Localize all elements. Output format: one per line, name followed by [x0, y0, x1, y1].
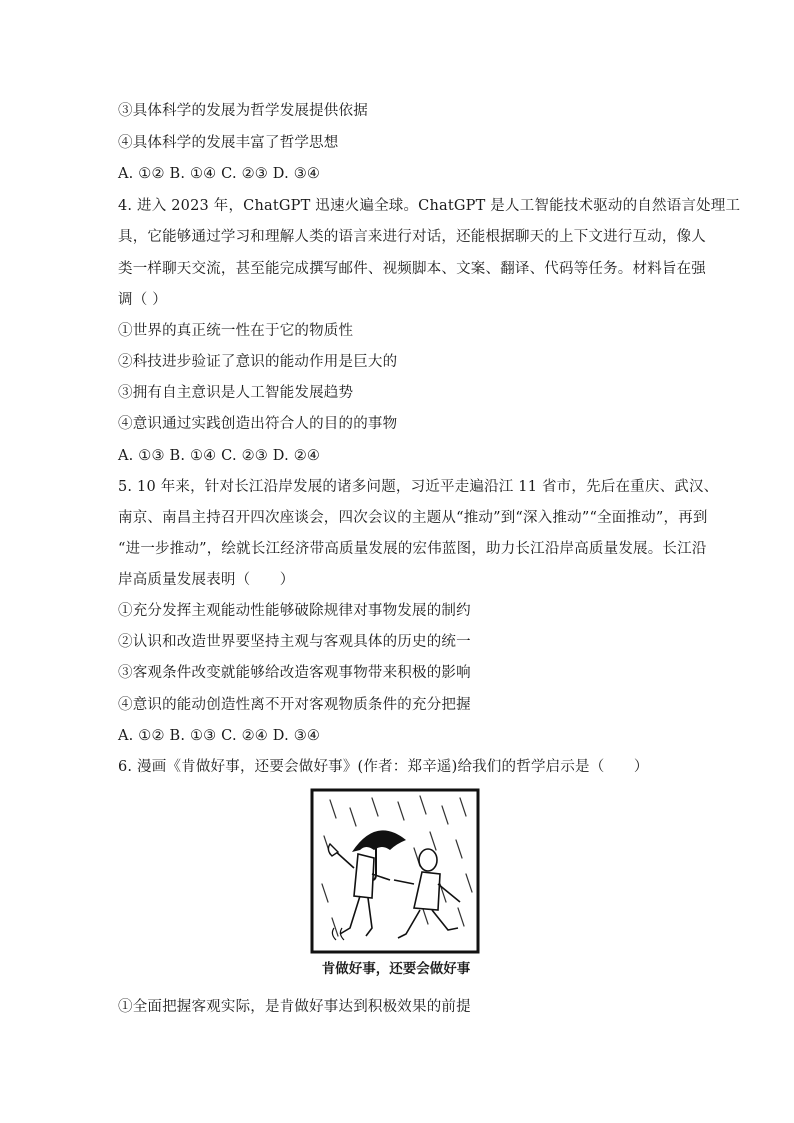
q6-option-1: ①全面把握客观实际，是肯做好事达到积极效果的前提	[118, 999, 471, 1015]
q6-stem: 6. 漫画《肯做好事，还要会做好事》(作者：郑辛遥)给我们的哲学启示是（ ）	[118, 759, 649, 775]
q3-option-3: ③具体科学的发展为哲学发展提供依据	[118, 103, 368, 119]
q5-stem-line-1: 5. 10 年来，针对长江沿岸发展的诸多问题，习近平走遍沿江 11 省市，先后在重庆、武汉、	[118, 479, 719, 495]
q5-answer-choices: A. ①② B. ①③ C. ②④ D. ③④	[118, 728, 321, 744]
q5-stem-line-4: 岸高质量发展表明（ ）	[118, 572, 295, 588]
q3-option-4: ④具体科学的发展丰富了哲学思想	[118, 135, 339, 151]
q4-option-4: ④意识通过实践创造出符合人的目的的事物	[118, 416, 398, 432]
q4-option-2: ②科技进步验证了意识的能动作用是巨大的	[118, 354, 398, 370]
q4-stem-line-2: 具，它能够通过学习和理解人类的语言来进行对话，还能根据聊天的上下文进行互动，像人	[118, 229, 706, 245]
cartoon-caption: 肯做好事，还要会做好事	[321, 961, 471, 977]
q4-stem-line-3: 类一样聊天交流，甚至能完成撰写邮件、视频脚本、文案、翻译、代码等任务。材料旨在强	[118, 261, 706, 277]
q5-option-3: ③客观条件改变就能够给改造客观事物带来积极的影响	[118, 665, 471, 681]
q5-option-1: ①充分发挥主观能动性能够破除规律对事物发展的制约	[118, 603, 471, 619]
q4-option-3: ③拥有自主意识是人工智能发展趋势	[118, 385, 354, 401]
q5-option-2: ②认识和改造世界要坚持主观与客观具体的历史的统一	[118, 634, 471, 650]
q4-stem-line-4: 调（ ）	[118, 292, 167, 308]
q4-answer-choices: A. ①③ B. ①④ C. ②③ D. ②④	[118, 448, 321, 464]
q4-option-1: ①世界的真正统一性在于它的物质性	[118, 323, 354, 339]
cartoon-illustration	[310, 788, 480, 954]
q5-stem-line-2: 南京、南昌主持召开四次座谈会，四次会议的主题从“推动”到“深入推动”“全面推动”，再到	[118, 510, 708, 526]
q3-answer-choices: A. ①② B. ①④ C. ②③ D. ③④	[118, 166, 321, 182]
q4-stem-line-1: 4. 进入 2023 年，ChatGPT 迅速火遍全球。ChatGPT 是人工智能技术驱动的自然语言处理工	[118, 198, 741, 214]
q5-option-4: ④意识的能动创造性离不开对客观物质条件的充分把握	[118, 697, 471, 713]
q5-stem-line-3: “进一步推动”，绘就长江经济带高质量发展的宏伟蓝图，助力长江沿岸高质量发展。长江沿	[118, 541, 707, 557]
